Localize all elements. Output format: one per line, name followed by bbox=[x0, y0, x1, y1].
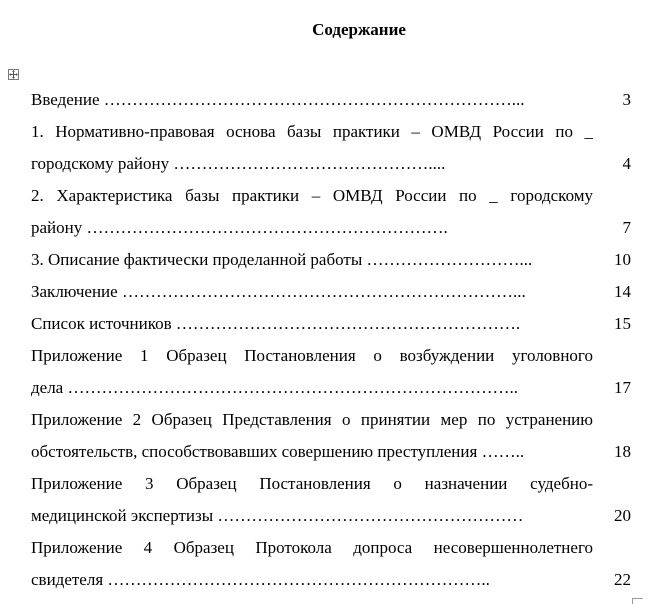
toc-entry[interactable] bbox=[31, 244, 631, 276]
toc-page-number: 17 bbox=[614, 378, 631, 397]
toc-entry-text: медицинской экспертизы ……………………………………………… bbox=[31, 506, 524, 525]
toc-entry-text: Заключение ……………………………………………………………... bbox=[31, 282, 526, 301]
toc-entry-continuation[interactable] bbox=[31, 500, 631, 532]
toc-entry[interactable] bbox=[31, 180, 631, 212]
toc-page-number: 14 bbox=[614, 282, 631, 301]
toc-entry-text: 3. Описание фактически проделанной работы ………………………... bbox=[31, 250, 533, 269]
toc-entry-continuation[interactable] bbox=[31, 564, 631, 596]
toc-entry-text: дела …………………………………………………………………….. bbox=[31, 378, 518, 397]
toc-entry[interactable] bbox=[31, 468, 631, 500]
toc-entry-text: Приложение 3 Образец Постановления о назначении судебно- bbox=[31, 474, 593, 493]
toc-entry[interactable] bbox=[31, 116, 631, 148]
toc-entry-continuation[interactable] bbox=[31, 436, 631, 468]
toc-entry-text: району ………………………………………………………. bbox=[31, 218, 448, 237]
table-of-contents bbox=[31, 84, 631, 596]
toc-page-number: 3 bbox=[622, 90, 631, 109]
toc-page-number: 15 bbox=[614, 314, 631, 333]
toc-entry-text: 2. Характеристика базы практики – ОМВД России по _ городскому bbox=[31, 186, 593, 205]
toc-entry-text: Приложение 2 Образец Представления о принятии мер по устранению bbox=[31, 410, 593, 429]
toc-entry-continuation[interactable] bbox=[31, 212, 631, 244]
toc-entry-continuation[interactable] bbox=[31, 372, 631, 404]
toc-page-number: 4 bbox=[622, 154, 631, 173]
toc-page-number: 18 bbox=[614, 442, 631, 461]
table-move-handle-icon[interactable] bbox=[8, 69, 19, 80]
toc-entry-text: Список источников ……………………………………………………. bbox=[31, 314, 521, 333]
toc-entry-text: Приложение 4 Образец Протокола допроса несовершеннолетнего bbox=[31, 538, 593, 557]
document-title: Содержание bbox=[312, 20, 406, 39]
toc-entry-continuation[interactable] bbox=[31, 148, 631, 180]
toc-entry[interactable] bbox=[31, 404, 631, 436]
toc-entry-text: Введение ………………………………………………………………... bbox=[31, 90, 525, 109]
page-corner-mark bbox=[632, 598, 643, 604]
toc-page-number: 7 bbox=[622, 218, 631, 237]
toc-entry[interactable] bbox=[31, 276, 631, 308]
toc-page-number: 20 bbox=[614, 506, 631, 525]
toc-entry[interactable] bbox=[31, 308, 631, 340]
toc-entry-text: городскому району ……………………………………….... bbox=[31, 154, 446, 173]
toc-page-number: 22 bbox=[614, 570, 631, 589]
toc-entry-text: обстоятельств, способствовавших совершению преступления …….. bbox=[31, 442, 525, 461]
toc-entry-text: Приложение 1 Образец Постановления о возбуждении уголовного bbox=[31, 346, 593, 365]
toc-entry-text: 1. Нормативно-правовая основа базы практики – ОМВД России по _ bbox=[31, 122, 593, 141]
toc-entry[interactable] bbox=[31, 340, 631, 372]
toc-page-number: 10 bbox=[614, 250, 631, 269]
toc-entry[interactable] bbox=[31, 84, 631, 116]
toc-entry[interactable] bbox=[31, 532, 631, 564]
toc-entry-text: свидетеля ………………………………………………………….. bbox=[31, 570, 490, 589]
